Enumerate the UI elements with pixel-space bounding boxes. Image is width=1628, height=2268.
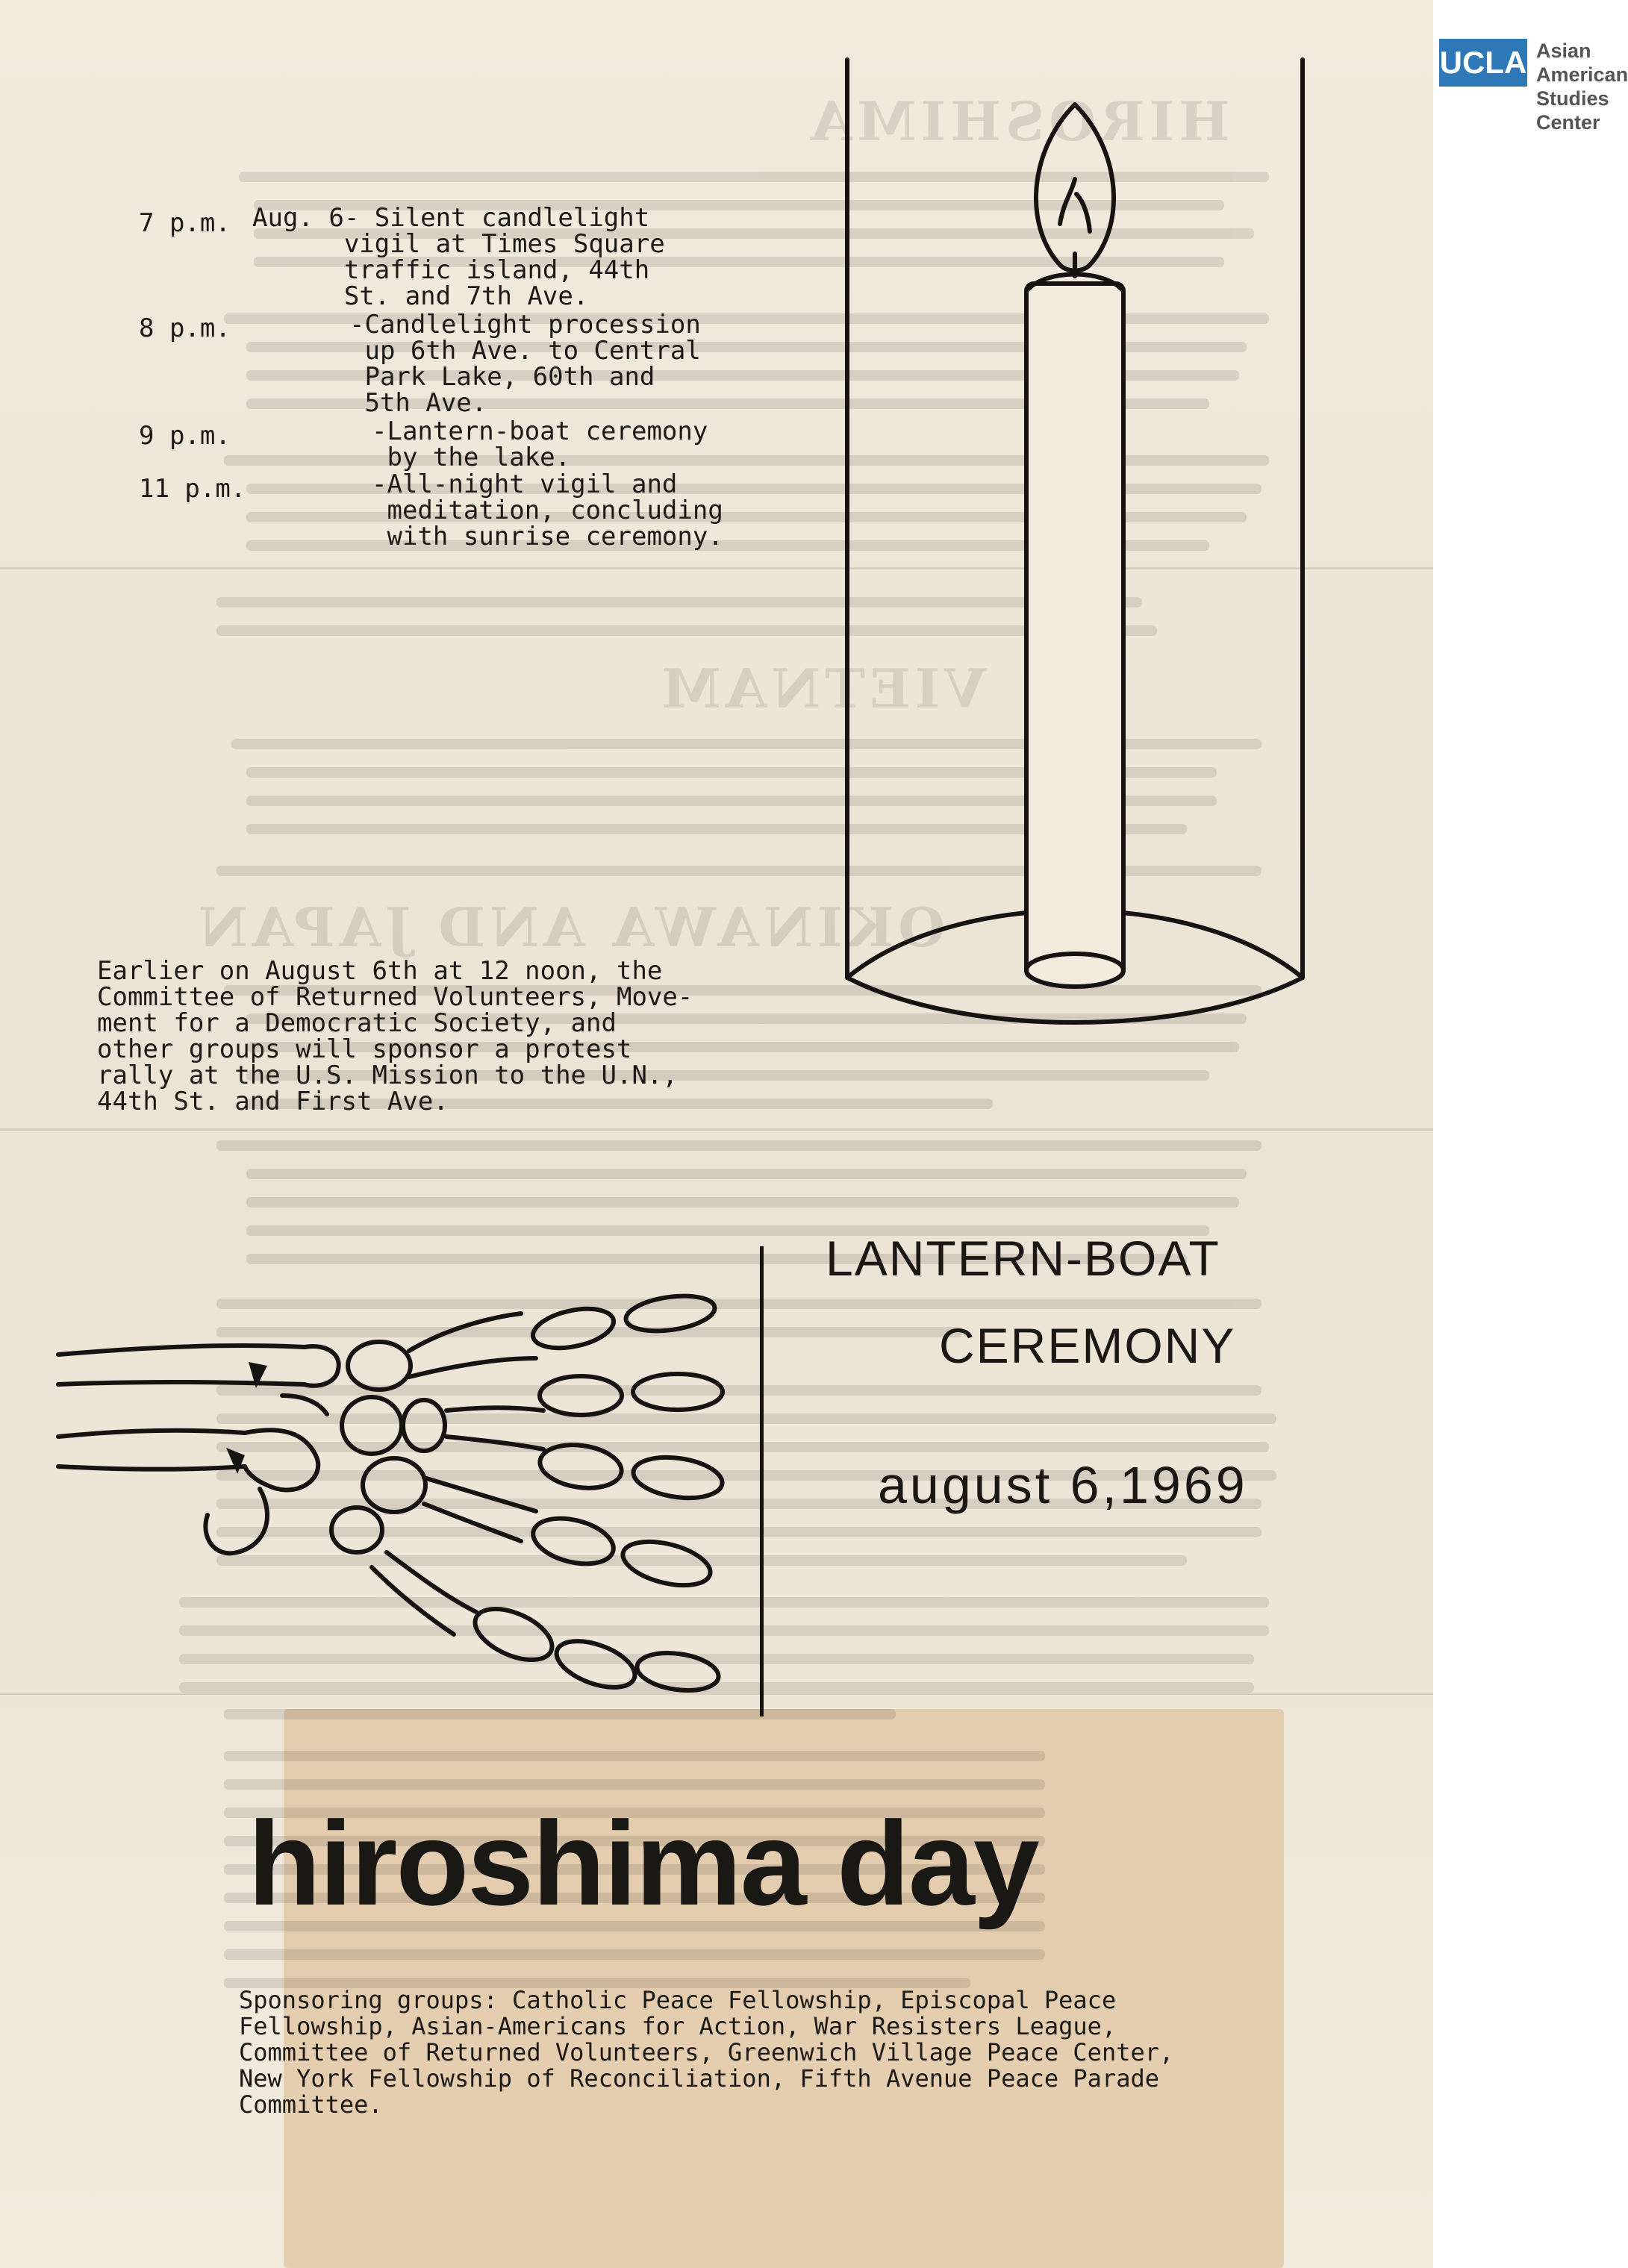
schedule-description: Aug. 6- Silent candlelight vigil at Times Square traffic island, 44th St. and 7th Ave. — [252, 203, 665, 311]
schedule-time: 7 p.m. — [139, 208, 231, 238]
schedule-description: -Candlelight procession up 6th Ave. to Central Park Lake, 60th and 5th Ave. — [349, 310, 701, 418]
rally-notice: Earlier on August 6th at 12 noon, the Committee of Returned Volunteers, Move- ment for a Democratic Society, and other groups will sponsor a protest rally at the U.S. Mission to the U.N., 44th St. and First Ave. — [97, 956, 693, 1116]
schedule-description: -All-night vigil and meditation, concluding with sunrise ceremony. — [372, 469, 723, 552]
fold-line — [0, 1128, 1433, 1131]
archive-center-line1: Asian American — [1536, 40, 1628, 86]
archive-center-name — [1536, 39, 1628, 134]
schedule-time: 9 p.m. — [139, 421, 231, 451]
skeletal-hand-illustration — [58, 1284, 764, 1716]
event-title-line1: LANTERN-BOAT — [826, 1231, 1220, 1286]
sponsoring-groups: Sponsoring groups: Catholic Peace Fellowship, Episcopal Peace Fellowship, Asian-Americans for Action, War Resisters League, Committee of Returned Volunteers, Greenwich Village Peace Center, New York Fellowship of Reconciliation, Fifth Avenue Peace Parade Committee. — [239, 1986, 1174, 2119]
archive-center-line2: Studies Center — [1536, 87, 1609, 134]
headline: hiroshima day — [248, 1796, 1038, 1930]
reverse-side-bleed-through: HIROSHIMA VIETNAM OKINAWA AND JAPAN — [0, 0, 1433, 2268]
schedule-time: 8 p.m. — [139, 313, 231, 343]
event-title-line2: CEREMONY — [939, 1318, 1236, 1373]
ucla-logo: UCLA — [1439, 39, 1527, 87]
schedule-time: 11 p.m. — [139, 474, 246, 504]
event-date: august 6,1969 — [878, 1456, 1248, 1514]
schedule-description: -Lantern-boat ceremony by the lake. — [372, 416, 708, 472]
candle-illustration — [836, 52, 1314, 1015]
